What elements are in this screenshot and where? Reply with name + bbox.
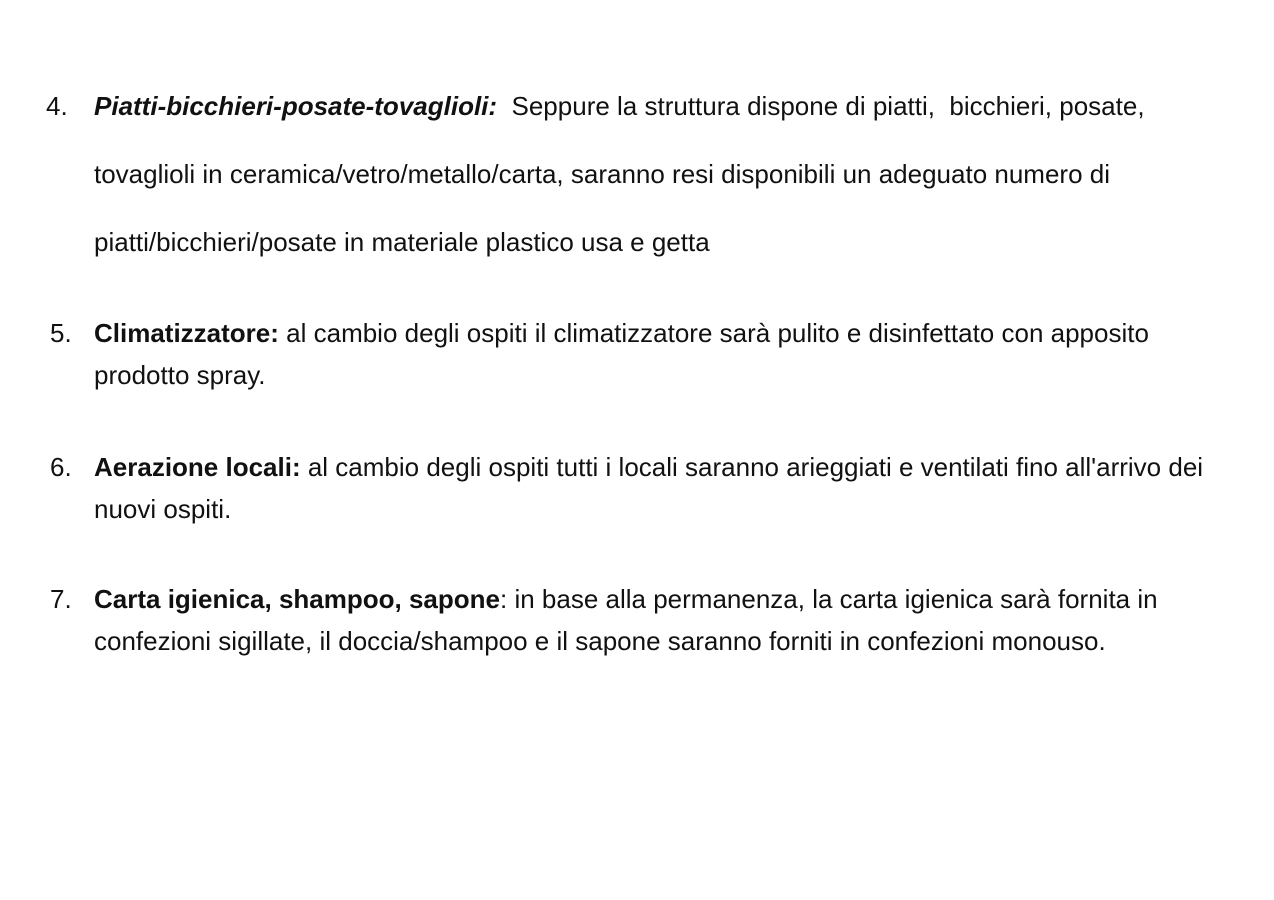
item-body xyxy=(94,72,1244,276)
item-text: al cambio degli ospiti il climatizzatore sarà pulito e disinfettato con apposito prodotto spray. xyxy=(94,318,1157,390)
item-term: Climatizzatore: xyxy=(94,318,279,348)
item-term: Piatti-bicchieri-posate-tovaglioli: xyxy=(94,91,498,121)
item-term: Aerazione locali: xyxy=(94,452,301,482)
item-text: al cambio degli ospiti tutti i locali saranno arieggiati e ventilati fino all'arrivo dei nuovi ospiti. xyxy=(94,452,1211,524)
item-text: : in base alla permanenza, la carta igienica sarà fornita in confezioni sigillate, il doccia/shampoo e il sapone saranno forniti in confezioni monouso. xyxy=(94,584,1165,656)
item-body xyxy=(94,578,1244,662)
item-number: 7. xyxy=(50,584,72,614)
item-text: Seppure la struttura dispone di piatti, bicchieri, posate, tovaglioli in ceramica/vetro/metallo/carta, saranno resi disponibili un adeguato numero di piatti/bicchieri/posate in materiale plastico usa e getta xyxy=(94,91,1152,257)
item-term: Carta igienica, shampoo, sapone xyxy=(94,584,500,614)
item-number: 6. xyxy=(50,452,72,482)
item-body xyxy=(94,312,1244,396)
item-number: 5. xyxy=(50,318,72,348)
item-body xyxy=(94,446,1244,530)
item-number: 4. xyxy=(46,91,68,121)
